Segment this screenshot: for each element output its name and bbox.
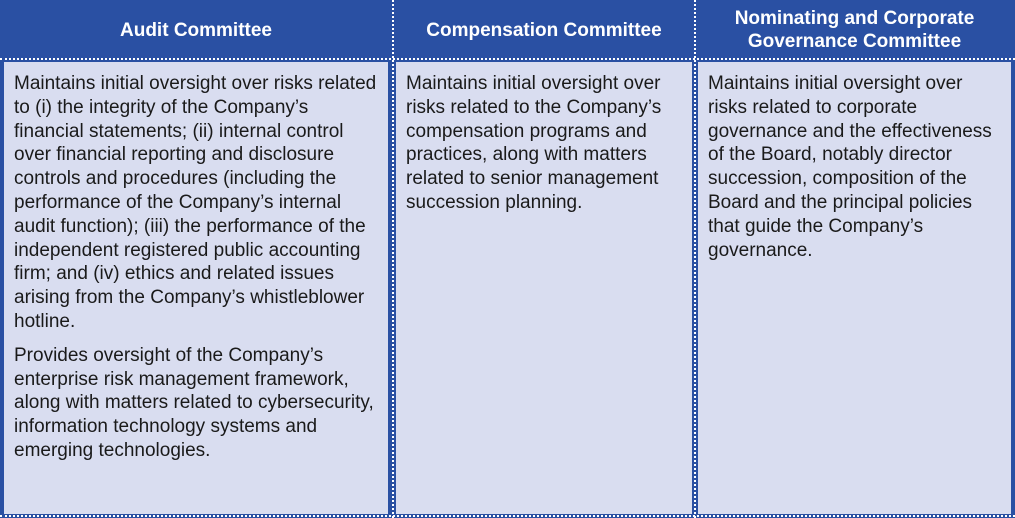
audit-committee-header	[4, 3, 388, 57]
compensation-committee-paragraph-1: Maintains initial oversight over risks related to the Company’s compensation programs and practices, along with matters related to senior management succession planning.	[406, 73, 662, 213]
compensation-committee-body	[396, 62, 692, 514]
audit-committee-paragraph-2: Provides oversight of the Company’s enterprise risk management framework, along with matters related to cybersecurity, information technology systems and emerging technologies.	[14, 344, 374, 461]
bottom-border	[0, 515, 1015, 517]
nominating-committee-paragraph-1: Maintains initial oversight over risks related to corporate governance and the effectiveness of the Board, notably director succession, composition of the Board and the principal policies that guide the Company’s governance.	[708, 73, 992, 261]
nominating-committee-body	[698, 62, 1011, 514]
audit-committee-title: Audit Committee	[120, 19, 272, 41]
column-divider-2	[694, 0, 696, 518]
nominating-committee-header	[698, 3, 1011, 57]
audit-committee-body	[4, 62, 388, 514]
column-divider-1	[392, 0, 394, 518]
header-divider	[0, 58, 1015, 60]
audit-committee-paragraph-1: Maintains initial oversight over risks related to (i) the integrity of the Company’s financial statements; (ii) internal control over financial reporting and disclosure controls and procedures (including the performance of the Company’s internal audit function); (iii) the performance of the independent registered public accounting firm; and (iv) ethics and related issues arising from the Company’s whistleblower hotline.	[14, 73, 377, 332]
compensation-committee-title: Compensation Committee	[426, 19, 662, 41]
nominating-committee-title: Nominating and Corporate Governance Committee	[734, 8, 975, 52]
compensation-committee-header	[396, 3, 692, 57]
